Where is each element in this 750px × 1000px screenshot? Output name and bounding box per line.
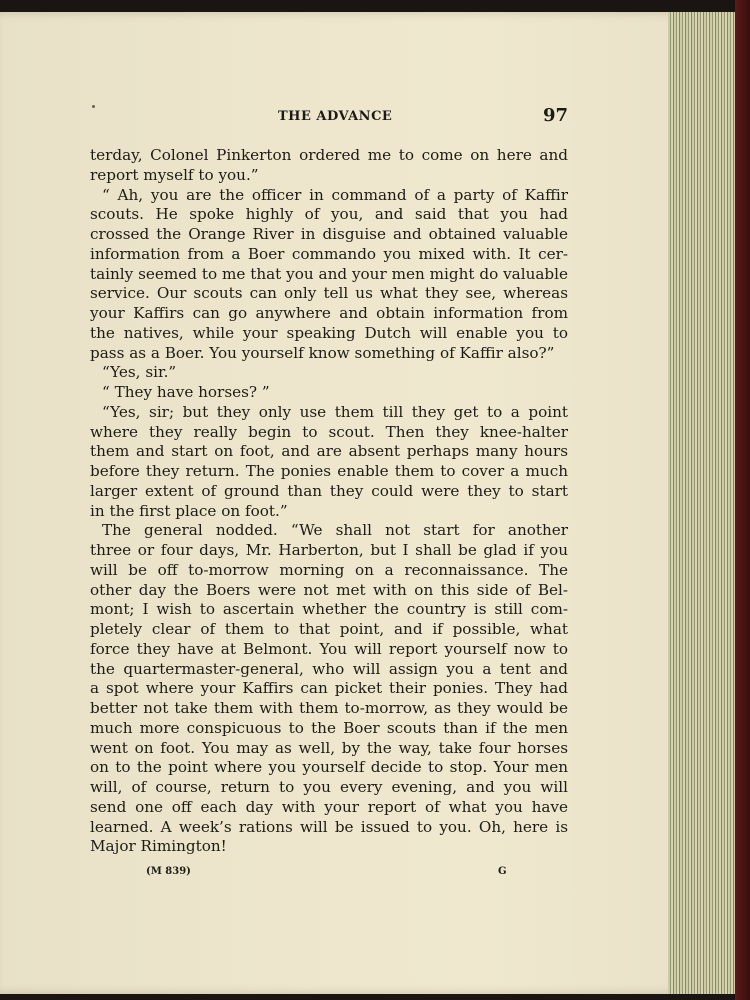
text-line: your Kaffirs can go anywhere and obtain information from bbox=[90, 304, 568, 322]
text-line: information from a Boer commando you mixed with. It cer- bbox=[90, 244, 568, 263]
signature-mark: G bbox=[498, 866, 507, 877]
text-line: Major Rimington! bbox=[90, 837, 227, 856]
text-line: send one off each day with your report of what you have bbox=[90, 797, 568, 816]
text-line: force they have at Belmont. You will report yourself now to bbox=[90, 639, 568, 658]
running-head bbox=[90, 107, 568, 127]
text-line: before they return. The ponies enable them to cover a much bbox=[90, 462, 568, 480]
text-line: “ They have horses? ” bbox=[102, 383, 270, 401]
text-line: went on foot. You may as well, by the way, take four horses bbox=[90, 738, 568, 757]
text-line: report myself to you.” bbox=[90, 165, 259, 184]
text-line: “Yes, sir.” bbox=[102, 363, 177, 382]
text-line: tainly seemed to me that you and your men might do valuable bbox=[90, 264, 568, 283]
text-line: will, of course, return to you every evening, and you will bbox=[90, 778, 568, 796]
text-line: in the first place on foot.” bbox=[90, 501, 288, 520]
running-title: THE ADVANCE bbox=[278, 109, 393, 124]
text-line: better not take them with them to-morrow, as they would be bbox=[90, 699, 568, 717]
text-line: pass as a Boer. You yourself know something of Kaffir also?” bbox=[90, 343, 555, 362]
text-line: crossed the Orange River in disguise and obtained valuable bbox=[90, 225, 568, 243]
text-line: a spot where your Kaffirs can picket their ponies. They had bbox=[90, 679, 568, 698]
book-binding bbox=[735, 0, 750, 1000]
text-line: pletely clear of them to that point, and if possible, what bbox=[90, 620, 568, 638]
text-line: much more conspicuous to the Boer scouts than if the men bbox=[90, 718, 568, 737]
text-line: where they really begin to scout. Then they knee-halter bbox=[90, 422, 568, 441]
text-line: The general nodded. “We shall not start for another bbox=[102, 521, 568, 540]
text-line: larger extent of ground than they could were they to start bbox=[90, 481, 568, 500]
text-line: the quartermaster-general, who will assign you a tent and bbox=[90, 659, 568, 678]
text-line: “ Ah, you are the officer in command of a party of Kaffir bbox=[102, 185, 568, 204]
text-line: learned. A week’s rations will be issued to you. Oh, here is bbox=[90, 817, 568, 836]
text-line: them and start on foot, and are absent perhaps many hours bbox=[90, 442, 568, 461]
text-line: on to the point where you yourself decide to stop. Your men bbox=[90, 758, 568, 777]
print-code: (M 839) bbox=[146, 866, 191, 877]
text-line: other day the Boers were not met with on this side of Bel- bbox=[90, 580, 568, 599]
text-line: mont; I wish to ascertain whether the country is still com- bbox=[90, 600, 568, 619]
text-line: service. Our scouts can only tell us what they see, whereas bbox=[90, 284, 568, 303]
text-line: will be off to-morrow morning on a reconnaissance. The bbox=[90, 560, 568, 579]
text-line: the natives, while your speaking Dutch will enable you to bbox=[90, 323, 568, 342]
text-line: terday, Colonel Pinkerton ordered me to come on here and bbox=[90, 146, 568, 164]
text-line: “Yes, sir; but they only use them till they get to a point bbox=[102, 402, 568, 421]
text-line: three or four days, Mr. Harberton, but I shall be glad if you bbox=[90, 541, 568, 559]
text-line: scouts. He spoke highly of you, and said that you had bbox=[90, 205, 568, 224]
page-number: 97 bbox=[542, 105, 568, 126]
body-text bbox=[90, 146, 568, 857]
